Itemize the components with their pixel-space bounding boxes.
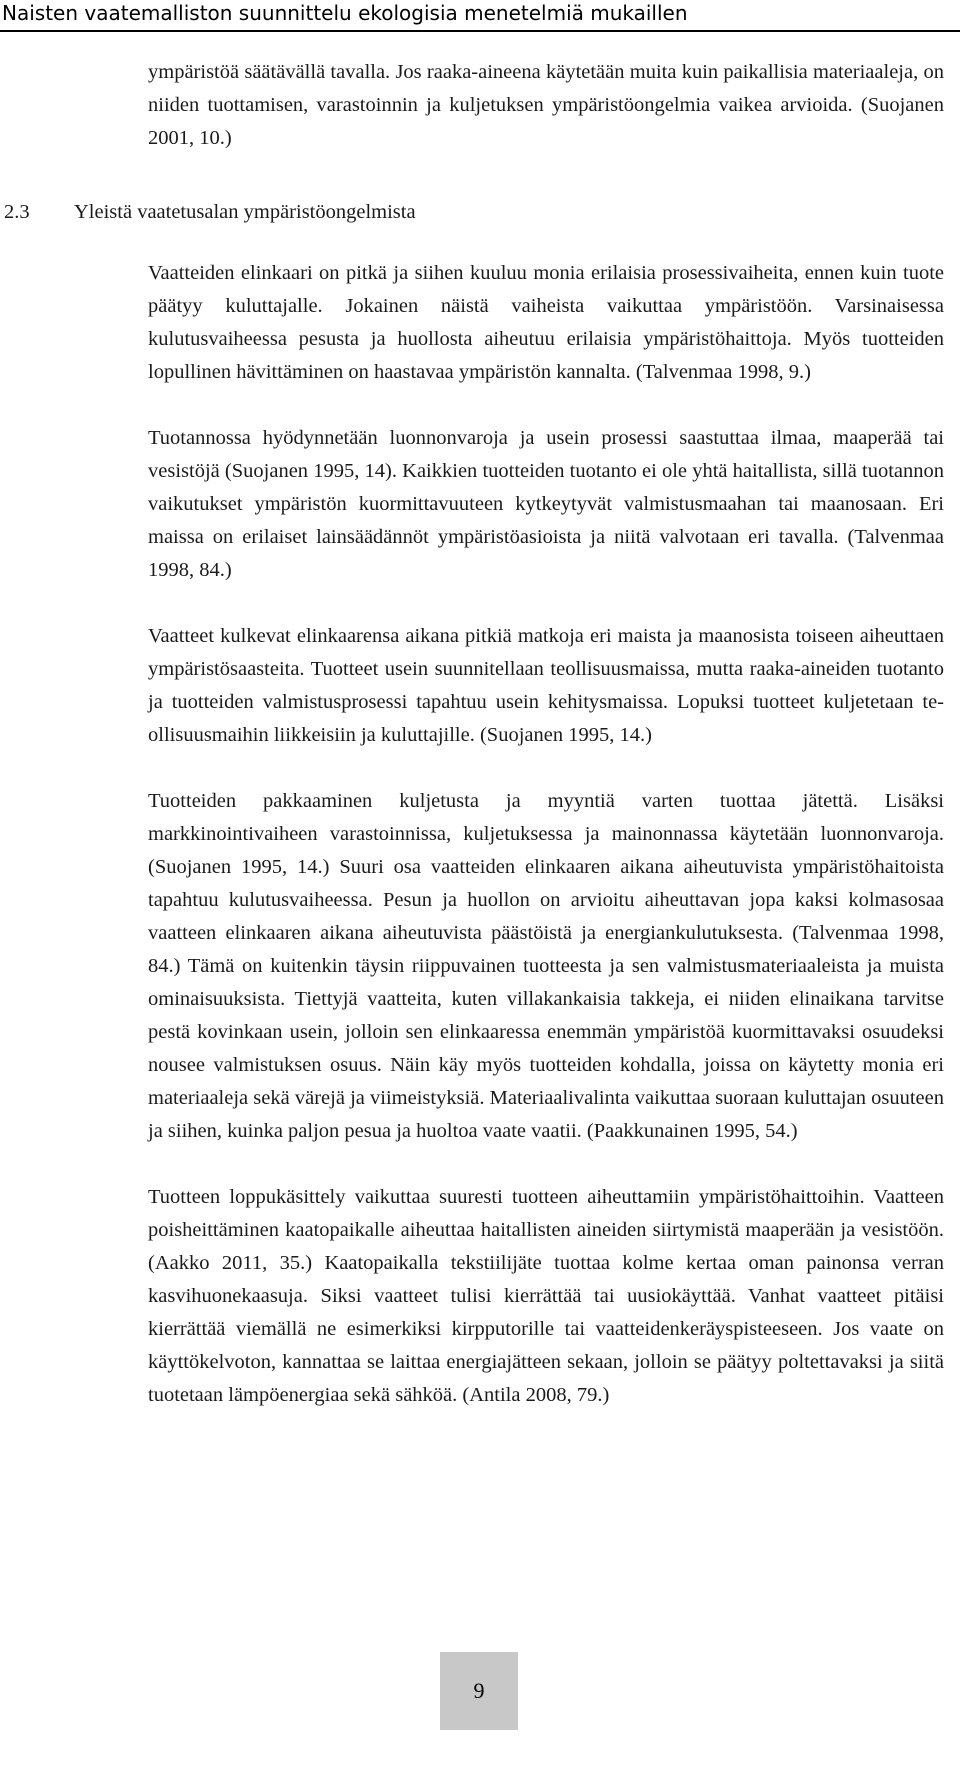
body-paragraph-5: Tuotteen loppukäsittely vaikuttaa suuresti tuotteen aiheuttamiin ympäristöhaittoihin. Vaatteen poisheittäminen kaatopaikalle aiheuttaa haitallisten aineiden siirtymistä maaperään ja vesistöön. (Aakko 2011, 35.) Kaatopaikalla tekstiilijäte tuottaa kolme kertaa oman painonsa verran kasvihuonekaasuja. Siksi vaatteet tulisi kierrättää tai uusiokäyttää. Vanhat vaatteet pitäisi kierrättää viemällä ne esimerkiksi kirpputorille tai vaatteidenkeräyspisteeseen. Jos vaate on käyttökelvoton, kannattaa se laittaa energiajätteen sekaan, jolloin se päätyy poltettavaksi ja siitä tuotetaan lämpöenergiaa sekä sähköä. (Antila 2008, 79.) [148,1186,944,1406]
body-paragraph-2: Tuotannossa hyödynnetään luonnonvaroja ja usein prosessi saastuttaa ilmaa, maaperää tai vesistöjä (Suojanen 1995, 14). Kaikkien tuotteiden tuotanto ei ole yhtä haitallista, sillä tuotannon vaikutukset ympäristön kuormittavuuteen kytkeytyvät valmistusmaahan tai maanosaan. Eri maissa on erilaiset lainsäädännöt ympäristöasioista ja niitä valvotaan eri tavalla. (Talvenmaa 1998, 84.) [148,427,944,581]
page-number: 9 [440,1652,518,1730]
page-body [4,56,944,1412]
section-number: 2.3 [4,201,30,223]
intro-paragraph: ympäristöä säätävällä tavalla. Jos raaka-aineena käytetään muita kuin paikallisia materiaaleja, on niiden tuottamisen, varastoinnin ja kuljetuksen ympäristöongelmia vaikea arvioida. (Suojanen 2001, 10.) [148,61,944,149]
body-paragraph-4: Tuotteiden pakkaaminen kuljetusta ja myyntiä varten tuottaa jätettä. Lisäksi markkinointivaiheen varastoinnissa, kuljetuksessa ja mainonnassa käytetään luonnonvaroja. (Suojanen 1995, 14.) Suuri osa vaatteiden elinkaaren aikana aiheutuvista ympäristöhaitoista tapahtuu kulutusvaiheessa. Pesun ja huollon on arvioitu aiheuttavan jopa kaksi kolmasosaa vaatteen elinkaaren aikana aiheutuvista päästöistä ja energiankulutuksesta. (Talvenmaa 1998, 84.) Tämä on kuitenkin täysin riippuvainen tuotteesta ja sen valmistusmateriaaleista ja muista ominaisuuksista. Tiettyjä vaatteita, kuten villakankaisia takkeja, ei niiden elinaikana tarvitse pestä kovinkaan usein, jolloin sen elinkaaressa enemmän ympäristöä kuormittavaksi osuudeksi nousee valmistuksen osuus. Näin käy myös tuotteiden kohdalla, joissa on käytetty monia eri materiaaleja sekä värejä ja viimeistyksiä. Materiaalivalinta vaikuttaa suoraan kuluttajan osuuteen ja siihen, kuinka paljon pesua ja huoltoa vaate vaatii. (Paakkunainen 1995, 54.) [148,790,944,1142]
body-paragraph-1: Vaatteiden elinkaari on pitkä ja siihen kuuluu monia erilaisia prosessivaiheita, ennen kuin tuote päätyy kuluttajalle. Jokainen näistä vaiheista vaikuttaa ympäristöön. Varsinaisessa kulutusvaiheessa pesusta ja huollosta aiheutuu erilaisia ympäristöhaittoja. Myös tuotteiden lopullinen hävittäminen on haastavaa ympäristön kannalta. (Talvenmaa 1998, 9.) [148,262,944,383]
header-divider [0,30,960,32]
body-paragraph-3: Vaatteet kulkevat elinkaarensa aikana pitkiä matkoja eri maista ja maanosista toiseen aiheuttaen ympäristösaasteita. Tuotteet usein suunnitellaan teollisuusmaissa, mutta raaka-aineiden tuotanto ja tuotteiden valmistusprosessi tapahtuu usein kehitysmaissa. Lopuksi tuotteet kuljetetaan teollisuusmaihin liikkeisiin ja kuluttajille. (Suojanen 1995, 14.) [148,625,944,746]
running-header-title: Naisten vaatemalliston suunnittelu ekologisia menetelmiä mukaillen [2,1,688,25]
section-title: Yleistä vaatetusalan ympäristöongelmista [74,201,416,223]
section-heading [0,196,944,229]
